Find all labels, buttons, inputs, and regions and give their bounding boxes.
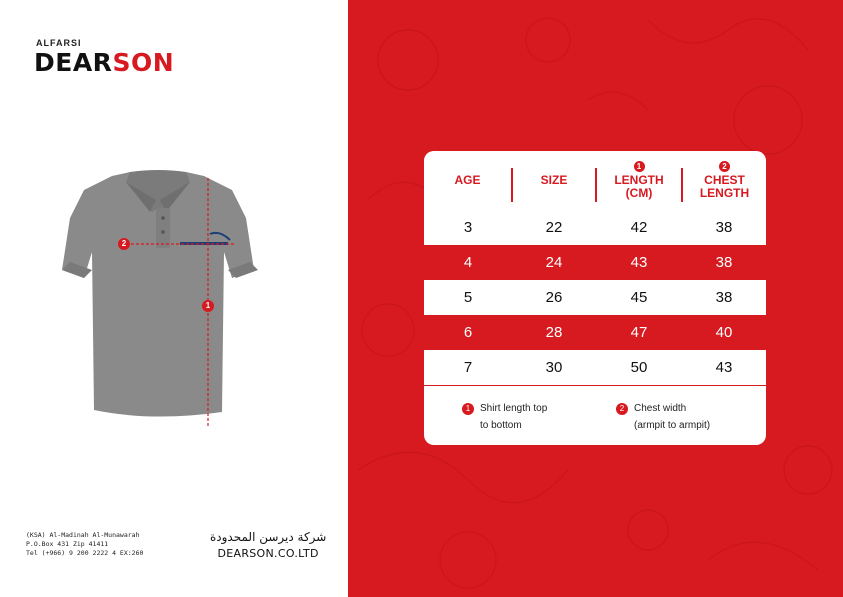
header-chest-line1: CHEST xyxy=(704,173,745,187)
cell-age: 4 xyxy=(463,254,473,271)
cell-length: 47 xyxy=(630,324,648,341)
cell-age: 3 xyxy=(463,219,473,236)
header-chest-line2: LENGTH xyxy=(699,186,750,200)
cell-chest: 38 xyxy=(715,219,733,236)
address-line-3: Tel (+966) 9 200 2222 4 EX:260 xyxy=(26,549,144,557)
header-size xyxy=(513,151,595,210)
table-row xyxy=(424,245,766,280)
cell-size: 22 xyxy=(545,219,563,236)
chest-number-marker: 2 xyxy=(719,161,730,172)
company-address xyxy=(26,531,143,558)
left-panel xyxy=(0,0,348,597)
table-row xyxy=(424,315,766,350)
length-number-marker: 1 xyxy=(634,161,645,172)
header-length-line1: LENGTH xyxy=(614,173,664,187)
brand-name xyxy=(34,48,174,77)
table-row xyxy=(424,280,766,315)
chest-marker: 2 xyxy=(121,239,127,248)
cell-length: 45 xyxy=(630,289,648,306)
cell-chest: 38 xyxy=(715,254,733,271)
cell-size: 24 xyxy=(545,254,563,271)
company-name-arabic: شركة ديرسن المحدودة xyxy=(210,530,327,544)
legend-chest-line1: Chest width xyxy=(634,403,687,414)
brand-top-word: ALFARSI xyxy=(36,38,82,48)
cell-chest: 43 xyxy=(715,359,733,376)
header-length-line2: (CM) xyxy=(625,186,653,200)
company-name-block xyxy=(210,530,326,560)
size-chart-card xyxy=(424,151,766,445)
header-age-label: AGE xyxy=(454,173,481,187)
legend-length-line2: to bottom xyxy=(480,420,522,431)
length-marker: 1 xyxy=(205,301,211,310)
header-age xyxy=(424,151,511,210)
table-body xyxy=(424,210,766,386)
cell-length: 43 xyxy=(630,254,648,271)
header-size-label: SIZE xyxy=(540,173,568,187)
polo-shirt-image xyxy=(60,160,260,435)
legend-marker-2: 2 xyxy=(616,403,628,415)
table-row xyxy=(424,210,766,245)
company-name-english: DEARSON.CO.LTD xyxy=(217,547,319,560)
cell-chest: 38 xyxy=(715,289,733,306)
cell-age: 5 xyxy=(463,289,473,306)
cell-length: 42 xyxy=(630,219,648,236)
cell-chest: 40 xyxy=(715,324,733,341)
brand-name-part1: DEAR xyxy=(34,48,113,77)
cell-age: 6 xyxy=(463,324,473,341)
cell-length: 50 xyxy=(630,359,648,376)
cell-size: 26 xyxy=(545,289,563,306)
address-line-2: P.O.Box 431 Zip 41411 xyxy=(26,540,109,548)
legend-item-chest xyxy=(616,400,710,434)
legend-marker-1: 1 xyxy=(462,403,474,415)
header-length xyxy=(597,151,681,210)
cell-age: 7 xyxy=(463,359,473,376)
table-row xyxy=(424,350,766,385)
header-chest xyxy=(683,151,766,210)
legend-chest-line2: (armpit to armpit) xyxy=(634,420,711,431)
cell-size: 30 xyxy=(545,359,563,376)
legend-item-length xyxy=(462,400,547,434)
cell-size: 28 xyxy=(545,324,563,341)
legend-length-line1: Shirt length top xyxy=(480,403,548,414)
measurement-legend xyxy=(424,386,766,445)
address-line-1: (KSA) Al-Madinah Al-Munawarah xyxy=(26,531,140,539)
brand-name-part2: SON xyxy=(112,48,175,77)
table-header xyxy=(424,151,766,211)
